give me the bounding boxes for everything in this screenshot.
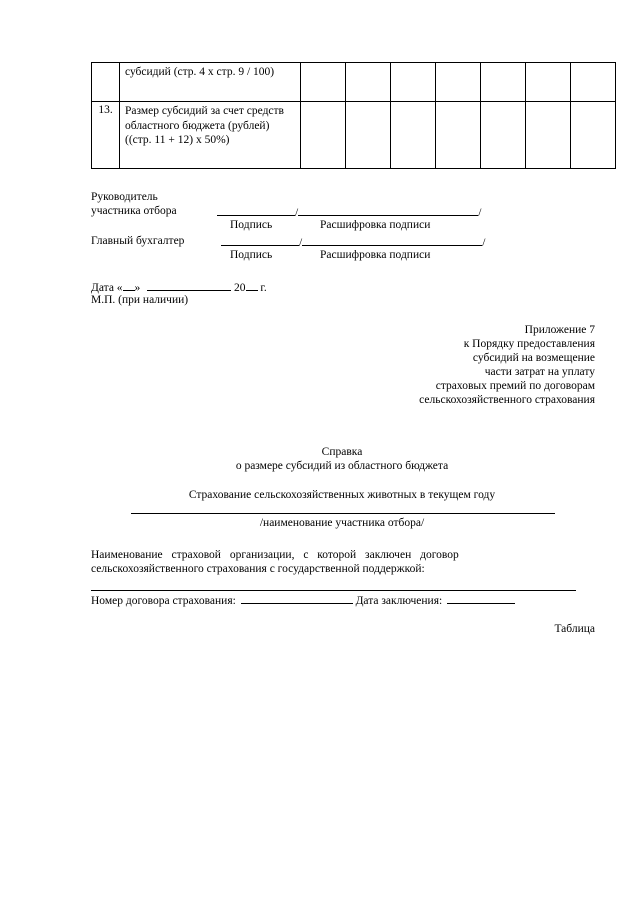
- head-label-line1: Руководитель: [91, 191, 158, 203]
- appendix-line: страховых премий по договорам: [435, 380, 595, 392]
- table-label: Таблица: [554, 623, 595, 635]
- year-blank: [246, 279, 258, 291]
- slash: /: [478, 207, 482, 219]
- decode-caption: Расшифровка подписи: [320, 249, 431, 261]
- contract-number-label: Номер договора страхования:: [91, 595, 236, 607]
- table-row: [92, 63, 616, 102]
- insurer-name-line: [91, 590, 576, 591]
- signature-blank: [217, 204, 295, 216]
- value-cell: [526, 63, 571, 102]
- value-cell: [346, 102, 391, 169]
- contract-line: [91, 592, 515, 608]
- subsidy-table: [91, 62, 616, 169]
- value-cell: [481, 102, 526, 169]
- appendix-line: к Порядку предоставления: [463, 338, 595, 350]
- row-description: субсидий (стр. 4 x стр. 9 / 100): [120, 63, 301, 102]
- participant-name-line: [131, 513, 555, 514]
- contract-number-blank: [241, 592, 353, 604]
- accountant-label: Главный бухгалтер: [91, 235, 185, 247]
- row-description: Размер субсидий за счет средств областного бюджета (рублей) ((стр. 11 + 12) x 50%): [120, 102, 301, 169]
- day-blank: [123, 279, 135, 291]
- value-cell: [301, 63, 346, 102]
- sign-caption: Подпись: [230, 219, 273, 231]
- appendix-line: Приложение 7: [524, 324, 595, 336]
- slash: /: [482, 237, 486, 249]
- value-cell: [436, 102, 481, 169]
- contract-date-blank: [447, 592, 515, 604]
- participant-caption: /наименование участника отбора/: [259, 517, 425, 529]
- appendix-line: сельскохозяйственного страхования: [419, 394, 595, 406]
- slash: /: [295, 207, 299, 219]
- certificate-title: Справка: [321, 446, 363, 458]
- value-cell: [481, 63, 526, 102]
- date-line: Дата « » 20 г.: [91, 279, 267, 295]
- decode-blank: [302, 234, 482, 246]
- value-cell: [391, 63, 436, 102]
- sign-caption: Подпись: [230, 249, 273, 261]
- head-label-line2: участника отбора: [91, 205, 177, 217]
- value-cell: [436, 63, 481, 102]
- table-row: [92, 102, 616, 169]
- contract-date-label: Дата заключения:: [355, 595, 443, 607]
- row-number: [92, 63, 120, 102]
- decode-caption: Расшифровка подписи: [320, 219, 431, 231]
- value-cell: [391, 102, 436, 169]
- slash: /: [299, 237, 303, 249]
- certificate-subject: Страхование сельскохозяйственных животных в текущем году: [188, 489, 496, 501]
- insurer-line1: [91, 548, 503, 562]
- decode-blank: [298, 204, 478, 216]
- certificate-subtitle: о размере субсидий из областного бюджета: [235, 460, 449, 472]
- value-cell: [571, 63, 616, 102]
- insurer-line2: сельскохозяйственного страхования с государственной поддержкой:: [91, 563, 425, 575]
- value-cell: [526, 102, 571, 169]
- stamp-note: М.П. (при наличии): [91, 294, 189, 306]
- row-number: 13.: [92, 102, 120, 169]
- month-blank: [147, 279, 231, 291]
- value-cell: [301, 102, 346, 169]
- insurer-text: Наименование страховой организации, с которой заключен договор: [91, 549, 459, 561]
- value-cell: [571, 102, 616, 169]
- value-cell: [346, 63, 391, 102]
- signature-blank: [221, 234, 299, 246]
- appendix-line: субсидий на возмещение: [472, 352, 595, 364]
- appendix-line: части затрат на уплату: [484, 366, 595, 378]
